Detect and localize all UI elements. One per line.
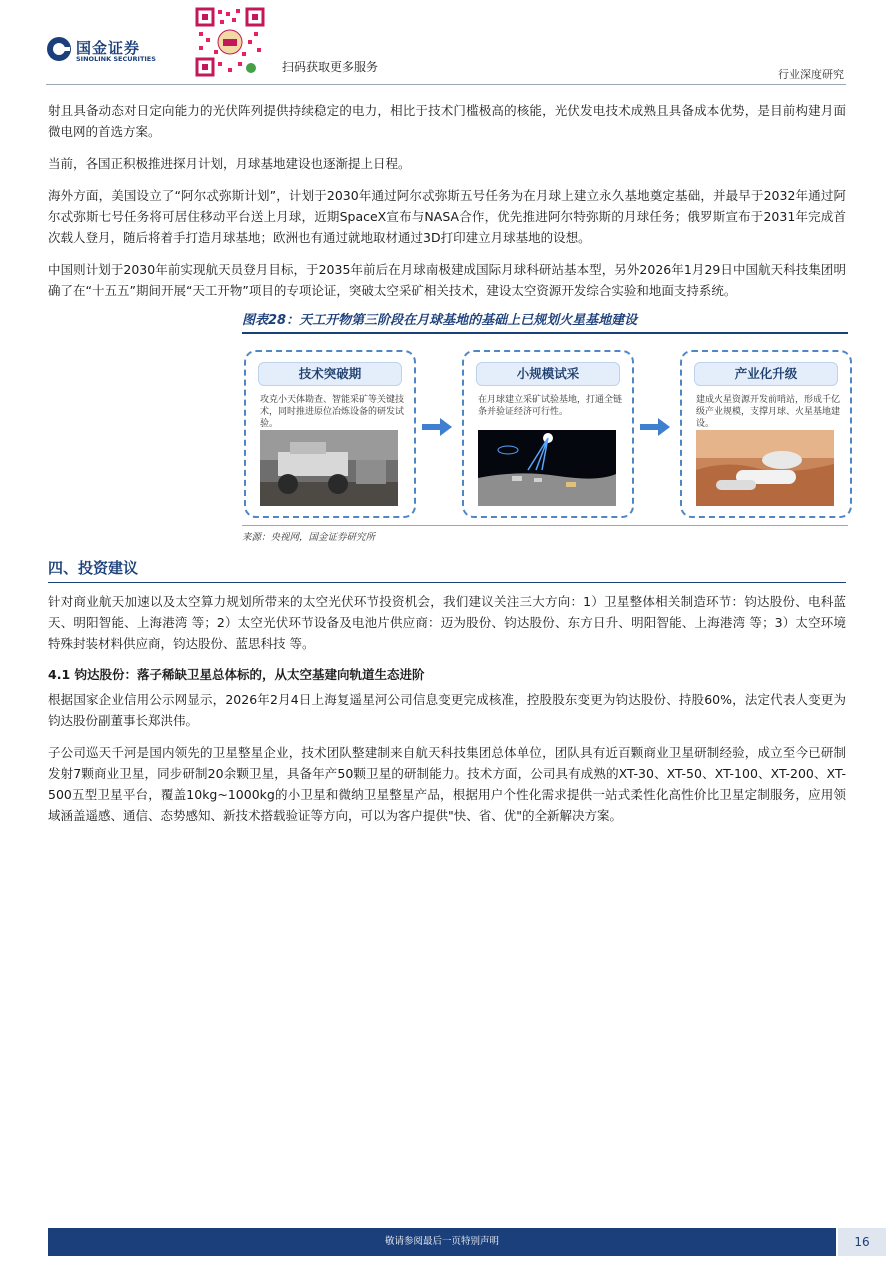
page-footer bbox=[0, 1224, 892, 1260]
section-divider bbox=[48, 582, 846, 583]
figure-body bbox=[242, 334, 848, 526]
qr-code-icon[interactable] bbox=[194, 6, 266, 78]
paragraph-investment-intro: 针对商业航天加速以及太空算力规划所带来的太空光伏环节投资机会，我们建议关注三大方向：1）卫星整体相关制造环节：钧达股份、电科蓝天、明阳智能、上海港湾 等；2）太空光伏环节设备及电池片供应商：迈为股份、钧达股份、东方日升、明阳智能、上海港湾 等；3）太空环境特殊封装材料供应商，钧达股份、蓝思科技 等。 bbox=[48, 594, 846, 651]
figure-title: 图表28：天工开物第三阶段在月球基地的基础上已规划火星基地建设 bbox=[242, 313, 638, 328]
paragraph-subsidiary: 子公司巡天千河是国内领先的卫星整星企业，技术团队整建制来自航天科技集团总体单位，团队具有近百颗商业卫星研制经验，成立至今已研制发射7颗商业卫星，同步研制20余颗卫星，具备年产50颗卫星的研制能力。技术方面，公司具有成熟的XT-30、XT-50、XT-100、XT-200、XT-500五型卫星平台，覆盖10kg~1000kg的小卫星和微纳卫星整星产品，根据用户个性化需求提供一站式柔性化高性价比卫星定制服务，应用领域涵盖遥感、通信、态势感知、新技术搭载验证等方向，可以为客户提供"快、省、优"的全新解决方案。 bbox=[48, 745, 846, 823]
report-type-label: 行业深度研究 bbox=[778, 68, 844, 81]
stage-title: 技术突破期 bbox=[258, 362, 402, 386]
scan-prompt-text: 扫码获取更多服务 bbox=[282, 60, 379, 74]
mars-base-photo bbox=[696, 430, 834, 506]
stage-title: 产业化升级 bbox=[694, 362, 838, 386]
stage-description: 建成火星资源开发前哨站，形成千亿级产业规模，支撑月球、火星基地建设。 bbox=[696, 395, 841, 429]
logo-cn-text: 国金证券 bbox=[76, 39, 141, 57]
paragraph-overseas: 海外方面，美国设立了“阿尔忒弥斯计划”，计划于2030年通过阿尔忒弥斯五号任务为在月球上建立永久基地奠定基础，并最早于2032年通过阿尔忒弥斯七号任务将可居住移动平台送上月球，近期SpaceX宣布与NASA合作，优先推进阿尔特弥斯的月球任务；俄罗斯宣布于2031年完成首次载人登月，随后将着手打造月球基地；欧洲也有通过就地取材通过3D打印建立月球基地的设想。 bbox=[48, 188, 846, 245]
company-logo bbox=[46, 36, 172, 66]
subsection-title: 4.1 钧达股份：落子稀缺卫星总体标的，从太空基建向轨道生态进阶 bbox=[48, 667, 425, 682]
arrow-right-icon bbox=[640, 418, 670, 436]
paragraph-china: 中国则计划于2030年前实现航天员登月目标，于2035年前后在月球南极建成国际月球科研站基本型，另外2026年1月29日中国航天科技集团明确了在“十五五”期间开展“天工开物”项目的专项论证，突破太空采矿相关技术，建设太空资源开发综合实验和地面支持系统。 bbox=[48, 262, 846, 298]
paragraph-solar-power: 射且具备动态对日定向能力的光伏阵列提供持续稳定的电力，相比于技术门槛极高的核能，光伏发电技术成熟且具备成本优势，是目前构建月面微电网的首选方案。 bbox=[48, 103, 846, 139]
logo-en-text: SINOLINK SECURITIES bbox=[76, 55, 156, 63]
moon-base-photo bbox=[478, 430, 616, 506]
arrow-right-icon bbox=[422, 418, 452, 436]
stage-description: 在月球建立采矿试验基地，打通全链条并验证经济可行性。 bbox=[478, 395, 623, 417]
figure-28 bbox=[242, 307, 848, 543]
page-number: 16 bbox=[838, 1228, 886, 1256]
stage-description: 攻克小天体勘查、智能采矿等关键技术，同时推进原位冶炼设备的研发试验。 bbox=[260, 395, 405, 429]
section-title: 四、投资建议 bbox=[48, 559, 139, 577]
stage-tech-breakthrough bbox=[244, 350, 416, 518]
figure-source: 来源：央视网，国金证券研究所 bbox=[242, 532, 376, 543]
stage-title: 小规模试采 bbox=[476, 362, 620, 386]
page-content bbox=[48, 100, 846, 837]
company-logo-icon bbox=[46, 36, 72, 62]
stage-small-scale-trial bbox=[462, 350, 634, 518]
header-divider bbox=[46, 84, 846, 85]
paragraph-company-change: 根据国家企业信用公示网显示，2026年2月4日上海复遥星河公司信息变更完成核准，控股股东变更为钧达股份、持股60%，法定代表人变更为钧达股份副董事长郑洪伟。 bbox=[48, 692, 846, 728]
paragraph-moon-plans: 当前，各国正积极推进探月计划，月球基地建设也逐渐提上日程。 bbox=[48, 156, 411, 171]
rover-photo bbox=[260, 430, 398, 506]
stage-industrial-upgrade bbox=[680, 350, 852, 518]
footer-disclaimer: 敬请参阅最后一页特别声明 bbox=[384, 1236, 499, 1247]
